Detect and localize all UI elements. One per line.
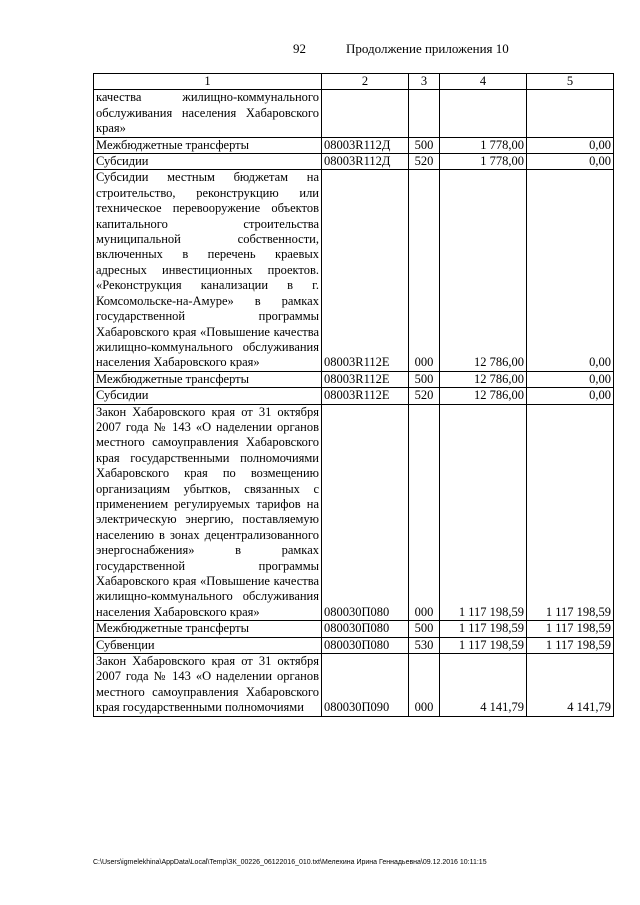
expense-type: 000 [409,404,440,621]
amount-col4: 12 786,00 [440,170,527,371]
row-description: Межбюджетные трансферты [94,371,322,387]
row-description: Субсидии местным бюджетам на строительство, реконструкцию или техническое перевооружение объектов капитального строительства муниципальной собственности, включенных в перечень краевых адресных инвестиционных проектов. «Реконструкция канализации в г. Комсомольске-на-Амуре» в рамках государственной программы Хабаровского края «Повышение качества жилищно-коммунального обслуживания населения Хабаровского края» [94,170,322,371]
column-header-row [94,74,614,90]
expense-type: 520 [409,154,440,170]
amount-col4: 1 778,00 [440,137,527,153]
row-description: Межбюджетные трансферты [94,137,322,153]
amount-col5: 0,00 [527,170,614,371]
row-description: Субсидии [94,388,322,404]
expense-type: 000 [409,170,440,371]
expense-type: 500 [409,371,440,387]
budget-table [93,73,614,717]
amount-col5: 1 117 198,59 [527,637,614,653]
column-header: 4 [440,74,527,90]
amount-col4: 1 117 198,59 [440,637,527,653]
amount-col5: 0,00 [527,371,614,387]
target-code: 080030П090 [322,654,409,717]
target-code: 08003R112E [322,170,409,371]
row-description: Субвенции [94,637,322,653]
amount-col4: 4 141,79 [440,654,527,717]
amount-col5: 1 117 198,59 [527,404,614,621]
table-row [94,137,614,153]
column-header: 3 [409,74,440,90]
table-row [94,371,614,387]
continuation-title: Продолжение приложения 10 [346,41,509,56]
page-number: 92 [293,41,306,56]
row-description: качества жилищно-коммунального обслуживания населения Хабаровского края» [94,90,322,137]
amount-col5 [527,90,614,137]
amount-col5: 4 141,79 [527,654,614,717]
expense-type: 500 [409,137,440,153]
column-header: 2 [322,74,409,90]
table-row [94,170,614,371]
row-description: Закон Хабаровского края от 31 октября 2007 года № 143 «О наделении органов местного самоуправления Хабаровского края государственными полномочиями Хабаровского края по возмещению организациям убытков, связанных с применением регулируемых тарифов на электрическую энергию, поставляемую населению в зонах децентрализованного энергоснабжения» в рамках государственной программы Хабаровского края «Повышение качества жилищно-коммунального обслуживания населения Хабаровского края» [94,404,322,621]
target-code: 08003R112E [322,371,409,387]
table-row [94,654,614,717]
table-row [94,621,614,637]
table-row [94,404,614,621]
amount-col4 [440,90,527,137]
target-code: 080030П080 [322,621,409,637]
amount-col5: 0,00 [527,388,614,404]
amount-col5: 0,00 [527,137,614,153]
target-code: 08003R112Д [322,137,409,153]
expense-type: 530 [409,637,440,653]
amount-col4: 1 778,00 [440,154,527,170]
column-header: 5 [527,74,614,90]
expense-type: 520 [409,388,440,404]
amount-col5: 1 117 198,59 [527,621,614,637]
expense-type [409,90,440,137]
file-path-footer: C:\Users\igmelekhina\AppData\Local\Temp\ЗК_00226_06122016_010.txt\Мелехина Ирина Геннадьевна\09.12.2016 10:11:15 [93,859,487,866]
expense-type: 500 [409,621,440,637]
table-row [94,90,614,137]
target-code: 080030П080 [322,637,409,653]
table-row [94,388,614,404]
amount-col4: 12 786,00 [440,388,527,404]
expense-type: 000 [409,654,440,717]
row-description: Межбюджетные трансферты [94,621,322,637]
table-row [94,637,614,653]
row-description: Субсидии [94,154,322,170]
target-code: 08003R112E [322,388,409,404]
amount-col4: 1 117 198,59 [440,404,527,621]
target-code: 080030П080 [322,404,409,621]
table-row [94,154,614,170]
column-header: 1 [94,74,322,90]
amount-col4: 12 786,00 [440,371,527,387]
amount-col4: 1 117 198,59 [440,621,527,637]
target-code [322,90,409,137]
amount-col5: 0,00 [527,154,614,170]
row-description: Закон Хабаровского края от 31 октября 2007 года № 143 «О наделении органов местного самоуправления Хабаровского края государственными полномочиями [94,654,322,717]
target-code: 08003R112Д [322,154,409,170]
